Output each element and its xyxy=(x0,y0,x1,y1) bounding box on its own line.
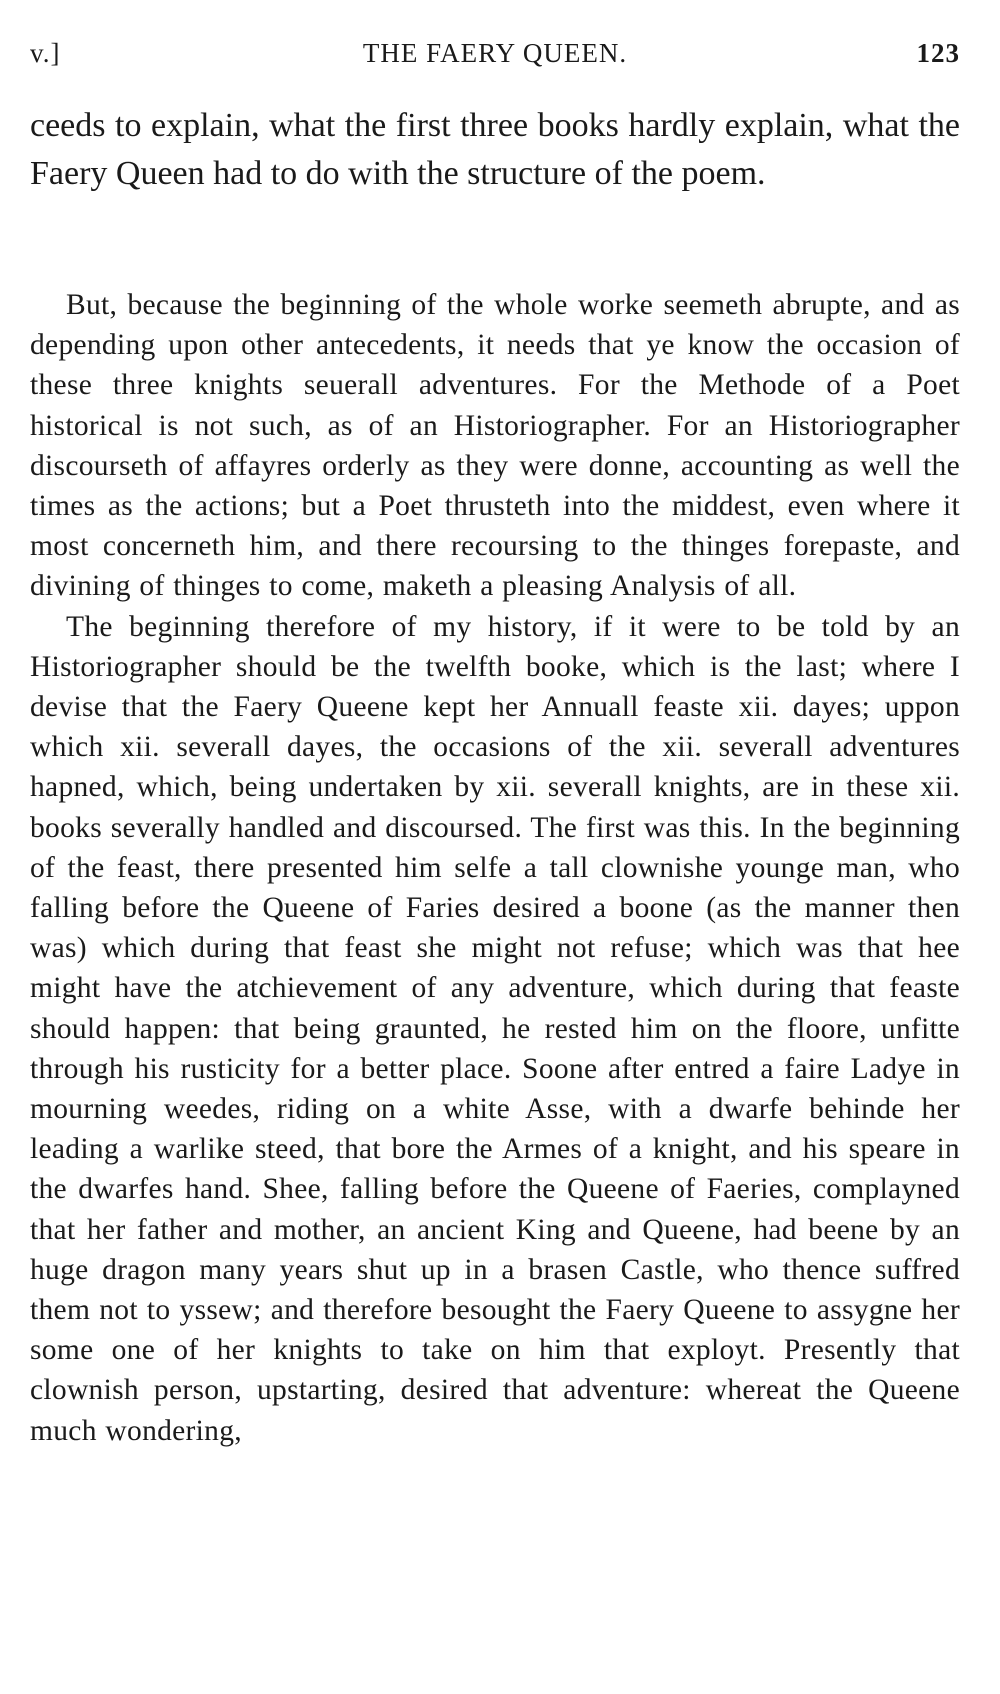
chapter-marker: v.] xyxy=(30,38,61,68)
running-head xyxy=(30,38,960,78)
intro-paragraph xyxy=(30,102,960,198)
book-page xyxy=(30,0,960,1694)
page-number: 123 xyxy=(916,38,960,68)
quoted-letter xyxy=(30,285,960,1451)
intro-text: ceeds to explain, what the first three books hardly explain, what the Faery Queen had to do with the structure of the poem. xyxy=(30,107,960,192)
running-title: THE FAERY QUEEN. xyxy=(362,38,628,68)
letter-paragraph-2: The beginning therefore of my history, if it were to be told by an Historiographer should be the twelfth booke, which is the last; where I devise that the Faery Queene kept her Annuall feaste xii. dayes; uppon which xii. severall dayes, the occasions of the xii. severall adventures hapned, which, being undertaken by xii. severall knights, are in these xii. books severally handled and discoursed. The first was this. In the beginning of the feast, there presented him selfe a tall clownishe younge man, who falling before the Queene of Faries desired a boone (as the manner then was) which during that feast she might not refuse; which was that hee might have the atchievement of any adventure, which during that feaste should happen: that being graunted, he rested him on the floore, unfitte through his rusticity for a better place. Soone after entred a faire Ladye in mourning weedes, riding on a white Asse, with a dwarfe behinde her leading a warlike steed, that bore the Armes of a knight, and his speare in the dwarfes hand. Shee, falling before the Queene of Faeries, complayned that her father and mother, an ancient King and Queene, had beene by an huge dragon many years shut up in a brasen Castle, who thence suffred them not to yssew; and therefore besought the Faery Queene to assygne her some one of her knights to take on him that exployt. Presently that clownish person, upstarting, desired that adventure: whereat the Queene much wondering, xyxy=(30,610,960,1447)
letter-paragraph-1: But, because the beginning of the whole worke seemeth abrupte, and as depending upon other antecedents, it needs that ye know the occasion of these three knights seuerall adventures. For the Methode of a Poet historical is not such, as of an Historiographer. For an Historiographer discourseth of affayres orderly as they were donne, accounting as well the times as the actions; but a Poet thrusteth into the middest, even where it most concerneth him, and there recoursing to the thinges forepaste, and divining of thinges to come, maketh a pleasing Analysis of all. xyxy=(30,289,960,603)
